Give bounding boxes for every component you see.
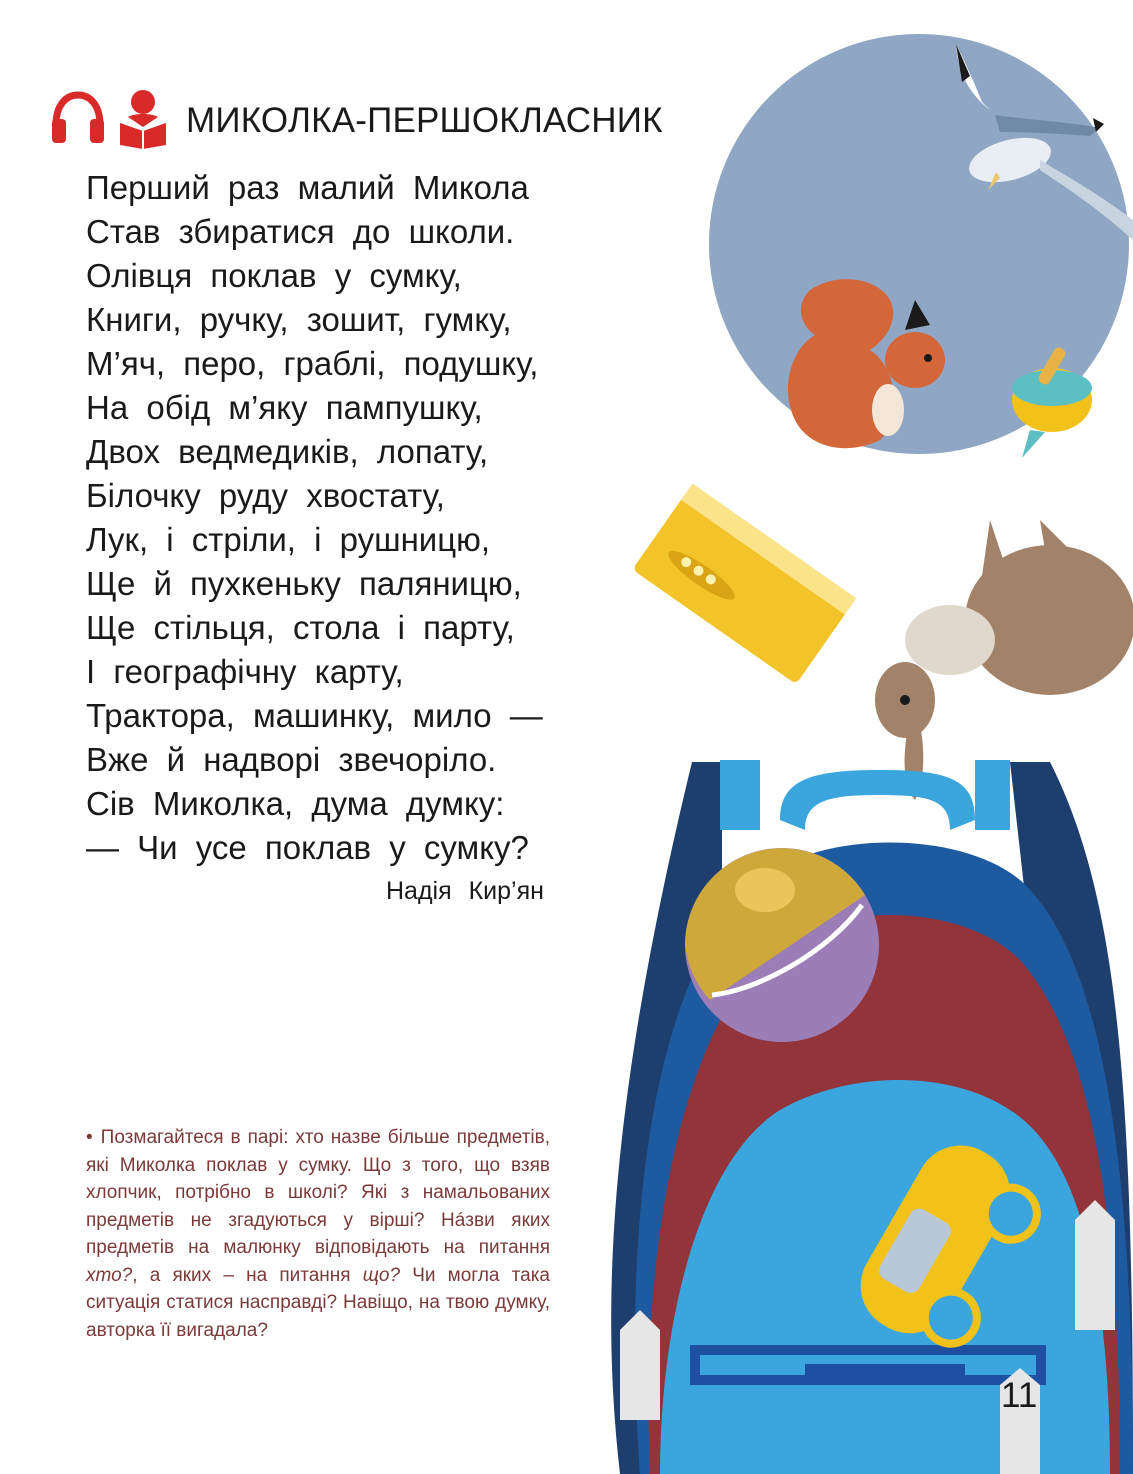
- poem-line: Перший раз малий Микола: [86, 169, 529, 206]
- poem-line: М’яч, перо, граблі, подушку,: [86, 345, 539, 382]
- ball-icon: [685, 848, 879, 1042]
- poem-line: Ще стільця, стола і парту,: [86, 609, 515, 646]
- poem-line: Трактора, машинку, мило —: [86, 697, 543, 734]
- poem: [86, 166, 543, 870]
- page-number: 11: [1001, 1376, 1038, 1415]
- poem-line: Олівця поклав у сумку,: [86, 257, 462, 294]
- task-text: Чи могла така ситуація статися насправді? Навіщо, на твою думку, авторка її вигадала?: [86, 1264, 551, 1341]
- poem-line: — Чи усе поклав у сумку?: [86, 829, 529, 866]
- reading-child-icon: [114, 89, 172, 154]
- question-who: хто?: [86, 1264, 133, 1286]
- task-text: Позмагайтеся в парі: хто назве більше предметів, які Миколка поклав у сумку. Що з того, що взяв хлопчик, потрібно в школі? Які з намальованих предметів не згадуються у вірші? Нáзви яких предметів на малюнку відповідають на питання: [86, 1127, 550, 1258]
- backpack-icon: [611, 760, 1133, 1474]
- lesson-header: [50, 86, 663, 156]
- poem-line: Ще й пухкеньку паляницю,: [86, 565, 522, 602]
- poem-line: На обід м’яку пампушку,: [86, 389, 483, 426]
- butter-bar-icon: [632, 483, 856, 684]
- poem-line: Двох ведмедиків, лопату,: [86, 433, 489, 470]
- hare-icon: [875, 520, 1133, 800]
- task-text: , а яких – на питання: [132, 1264, 363, 1286]
- question-what: що?: [362, 1264, 401, 1286]
- poem-author: Надія Кир’ян: [386, 877, 544, 905]
- bullet: •: [86, 1127, 93, 1148]
- poem-line: Став збиратися до школи.: [86, 213, 515, 250]
- poem-line: Білочку руду хвостату,: [86, 477, 445, 514]
- poem-line: Сів Миколка, дума думку:: [86, 785, 505, 822]
- page-title: МИКОЛКА-ПЕРШОКЛАСНИК: [186, 101, 663, 140]
- poem-line: І географічну карту,: [86, 653, 404, 690]
- headphones-icon: [50, 91, 106, 152]
- poem-line: Вже й надворі звечоріло.: [86, 741, 497, 778]
- poem-line: Книги, ручку, зошит, гумку,: [86, 301, 512, 338]
- poem-line: Лук, і стріли, і рушницю,: [86, 521, 491, 558]
- task-paragraph: [86, 1124, 550, 1344]
